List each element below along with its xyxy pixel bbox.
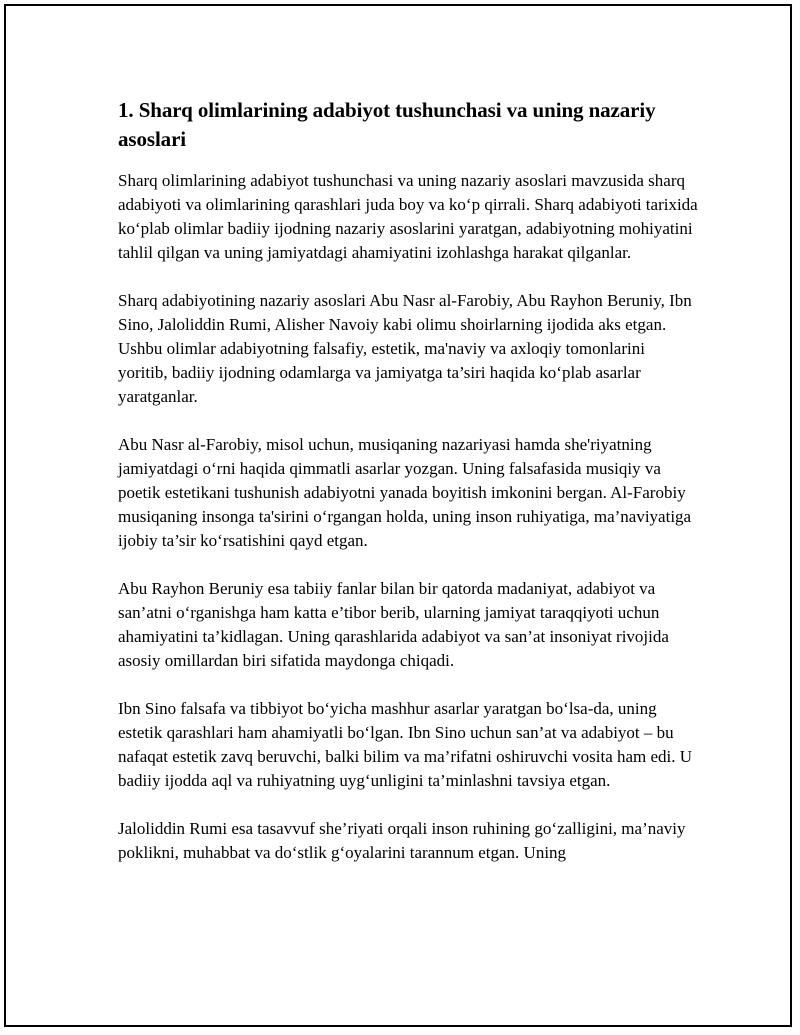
paragraph-ibn-sino: Ibn Sino falsafa va tibbiyot bo‘yicha mashhur asarlar yaratgan bo‘lsa-da, uning estetik qarashlari ham ahamiyatli bo‘lgan. Ibn Sino uchun san’at va adabiyot – bu nafaqat estetik zavq beruvchi, balki bilim va ma’rifatni oshiruvchi vosita ham edi. U badiiy ijodda aql va ruhiyatning uyg‘unligini ta’minlashni tavsiya etgan. [118, 699, 693, 790]
paragraph-rumi: Jaloliddin Rumi esa tasavvuf she’riyati orqali inson ruhining go‘zalligini, ma’naviy poklikni, muhabbat va do‘stlik g‘oyalarini tarannum etgan. Uning [118, 819, 686, 862]
paragraph-beruniy: Abu Rayhon Beruniy esa tabiiy fanlar bilan bir qatorda madaniyat, adabiyot va san’atni o‘rganishga ham katta e’tibor berib, ularning jamiyat taraqqiyoti uchun ahamiyatini ta’kidlagan. Uning qarashlarida adabiyot va san’at insoniyat rivojida asosiy omillardan biri sifatida maydonga chiqadi. [118, 579, 669, 670]
section-heading: 1. Sharq olimlarining adabiyot tushunchasi va uning nazariy asoslari [118, 98, 656, 151]
paragraph-intro: Sharq olimlarining adabiyot tushunchasi va uning nazariy asoslari mavzusida sharq adabiyoti va olimlarining qarashlari juda boy va ko‘p qirrali. Sharq adabiyoti tarixida ko‘plab olimlar badiiy ijodning nazariy asoslarini yaratgan, adabiyotning mohiyatini tahlil qilgan va uning jamiyatdagi ahamiyatini izohlashga harakat qilganlar. [118, 171, 698, 262]
document-body [118, 96, 698, 889]
paragraph-theoretical-foundations: Sharq adabiyotining nazariy asoslari Abu Nasr al-Farobiy, Abu Rayhon Beruniy, Ibn Sino, Jaloliddin Rumi, Alisher Navoiy kabi olimu shoirlarning ijodida aks etgan. Ushbu olimlar adabiyotning falsafiy, estetik, ma'naviy va axloqiy tomonlarini yoritib, badiiy ijodning odamlarga va jamiyatga ta’siri haqida ko‘plab asarlar yaratganlar. [118, 291, 692, 406]
paragraph-farobiy: Abu Nasr al-Farobiy, misol uchun, musiqaning nazariyasi hamda she'riyatning jamiyatdagi o‘rni haqida qimmatli asarlar yozgan. Uning falsafasida musiqiy va poetik estetikani tushunish adabiyotni yanada boyitish imkonini bergan. Al-Farobiy musiqaning insonga ta'sirini o‘rgangan holda, uning inson ruhiyatiga, ma’naviyatiga ijobiy ta’sir ko‘rsatishini qayd etgan. [118, 435, 692, 550]
